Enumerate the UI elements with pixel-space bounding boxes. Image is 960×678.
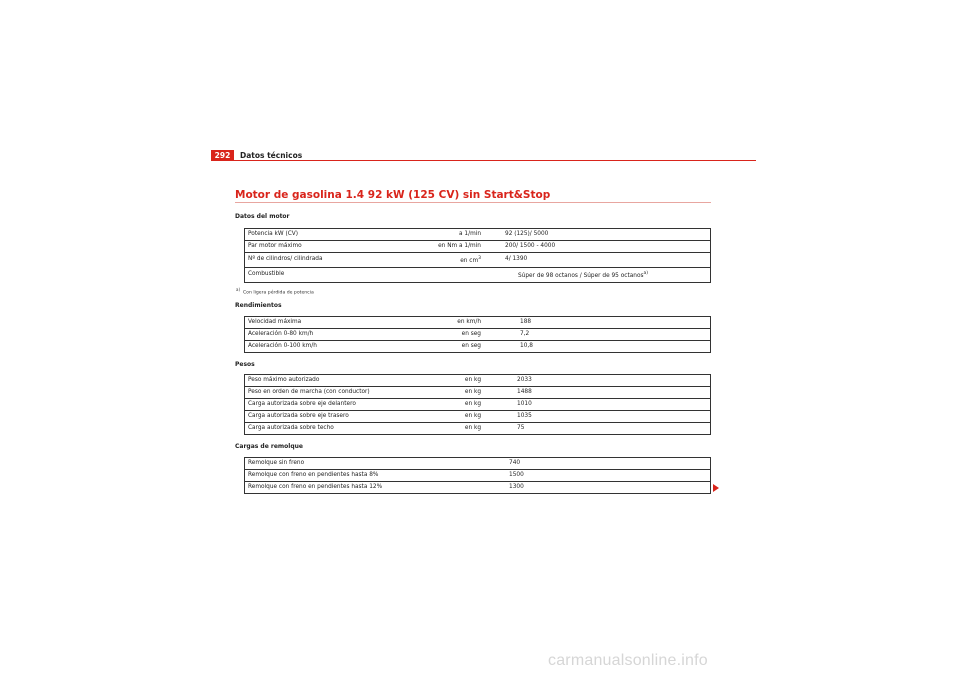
table-row (245, 317, 711, 329)
continue-arrow-icon (713, 484, 719, 492)
row-label: Carga autorizada sobre eje trasero (245, 411, 434, 423)
row-unit: en kg (433, 423, 484, 435)
table-row (245, 458, 711, 470)
row-value: 92 (125)/ 5000 (505, 231, 549, 237)
row-unit (433, 267, 484, 282)
page-header (211, 150, 756, 162)
row-value: 1500 (506, 470, 711, 482)
row-value: 2033 (517, 377, 532, 383)
header-title: Datos técnicos (240, 151, 303, 160)
row-unit: en kg (433, 411, 484, 423)
row-label: Potencia kW (CV) (248, 231, 299, 237)
footnote: $^{a)}$ Con ligera pérdida de potencia (236, 287, 314, 296)
row-value: 1488 (514, 387, 711, 399)
row-label: Peso máximo autorizado (248, 377, 320, 383)
section-title-remolque: Cargas de remolque (235, 443, 303, 450)
row-value: 740 (509, 460, 521, 466)
pesos-table (244, 374, 711, 435)
watermark: carmanualsonline.info (548, 652, 708, 669)
row-label: Aceleración 0-100 km/h (245, 341, 434, 353)
row-label: Peso en orden de marcha (con conductor) (245, 387, 434, 399)
row-unit: en seg (433, 341, 484, 353)
row-value: 1300 (506, 482, 711, 494)
row-label: Combustible (245, 267, 434, 282)
row-value: 75 (514, 423, 711, 435)
table-row (245, 387, 711, 399)
row-value: 4/ 1390 (502, 253, 711, 268)
row-label: Aceleración 0-80 km/h (245, 329, 434, 341)
row-value: 1035 (514, 411, 711, 423)
row-value: 200/ 1500 - 4000 (502, 241, 711, 253)
row-value: 10,8 (517, 341, 711, 353)
table-row (245, 423, 711, 435)
table-row (245, 482, 711, 494)
table-row (245, 253, 711, 268)
remolque-table (244, 457, 711, 494)
row-value: 1010 (514, 399, 711, 411)
row-label: Remolque sin freno (248, 460, 305, 466)
row-label: Par motor máximo (245, 241, 434, 253)
row-value-fuel: Súper de 98 octanos / Súper de 95 octanos$^{a)}$ (502, 267, 711, 282)
title-rule (235, 202, 711, 203)
table-row (245, 241, 711, 253)
row-value: 7,2 (517, 329, 711, 341)
row-unit: en seg (433, 329, 484, 341)
row-label: Nº de cilindros/ cilindrada (245, 253, 434, 268)
row-unit: en km/h (457, 319, 481, 325)
footnote-ref: a) (643, 270, 649, 276)
table-row (245, 329, 711, 341)
table-row (245, 399, 711, 411)
table-row (245, 411, 711, 423)
table-row (245, 341, 711, 353)
row-label: Carga autorizada sobre eje delantero (245, 399, 434, 411)
section-title-pesos: Pesos (235, 361, 255, 368)
table-row (245, 229, 711, 241)
header-rule (211, 160, 756, 161)
section-title-rendimientos: Rendimientos (235, 302, 282, 309)
section-title-motor: Datos del motor (235, 213, 290, 220)
row-unit: en kg (433, 387, 484, 399)
table-row (245, 470, 711, 482)
page-number: 292 (211, 150, 234, 161)
row-label: Remolque con freno en pendientes hasta 12% (245, 482, 507, 494)
motor-table (244, 228, 711, 283)
row-unit: en Nm a 1/min (433, 241, 484, 253)
table-row (245, 375, 711, 387)
row-label: Carga autorizada sobre techo (245, 423, 434, 435)
page-title: Motor de gasolina 1.4 92 kW (125 CV) sin Start&Stop (235, 189, 551, 201)
row-value: 188 (520, 319, 532, 325)
table-row (245, 267, 711, 282)
row-unit: en kg (464, 377, 481, 383)
row-unit: en kg (433, 399, 484, 411)
row-unit-cm3: en $cm^3$ (433, 253, 484, 268)
rendimientos-table (244, 316, 711, 353)
row-unit: a 1/min (459, 231, 481, 237)
row-label: Remolque con freno en pendientes hasta 8% (245, 470, 507, 482)
row-label: Velocidad máxima (248, 319, 302, 325)
